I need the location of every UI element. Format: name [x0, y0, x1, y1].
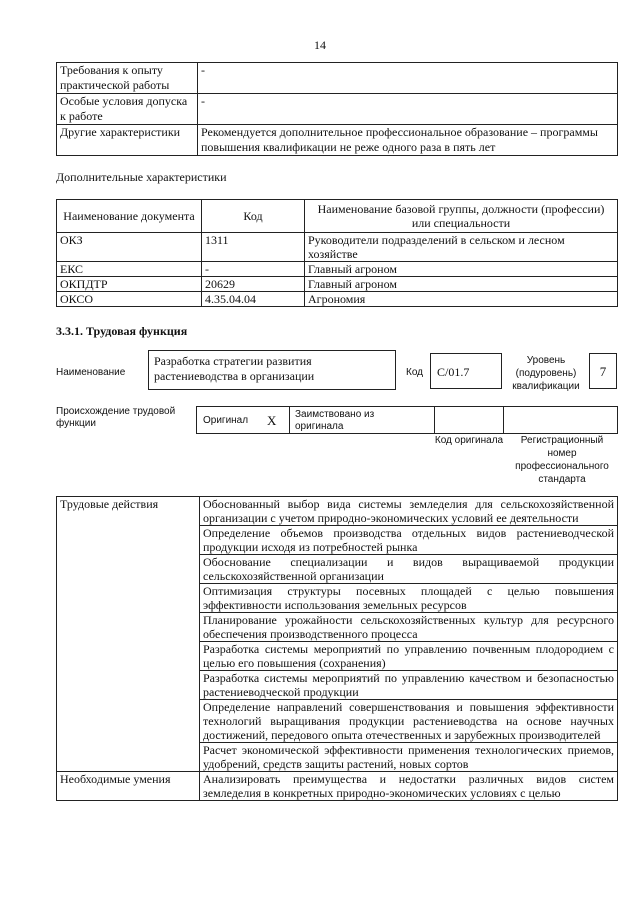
level-label: Уровень (подуровень) квалификации [512, 355, 580, 392]
reg-number-cell [503, 406, 618, 434]
cell: 4.35.04.04 [202, 292, 305, 307]
reg-number-caption: Регистрационный номер профессионального стандарта [515, 435, 609, 485]
row-value: - [198, 94, 618, 125]
header-doc: Наименование документа [57, 200, 202, 233]
header-group: Наименование базовой группы, должности (профессии) или специальности [305, 200, 618, 233]
original-mark: X [267, 413, 277, 428]
action-item: Разработка системы мероприятий по управлению качеством и безопасностью растениеводческой продукции [200, 671, 618, 700]
function-code: C/01.7 [430, 353, 502, 389]
cell: Главный агроном [305, 277, 618, 292]
function-title: 3.3.1. Трудовая функция [56, 324, 188, 338]
cell: - [202, 262, 305, 277]
actions-label: Трудовые действия [57, 497, 200, 772]
actions-table [56, 496, 618, 801]
origin-label: Происхождение трудовой функции [56, 406, 176, 429]
origin-code-cell [434, 406, 504, 434]
row-label: Требования к опыту практической работы [57, 63, 198, 94]
action-item: Планирование урожайности сельскохозяйственных культур для ресурсного обеспечения производственного процесса [200, 613, 618, 642]
original-cell [196, 406, 290, 434]
original-label: Оригинал [203, 415, 249, 426]
cell: ОКЗ [57, 233, 202, 262]
name-label: Наименование [56, 367, 126, 378]
row-label: Особые условия допуска к работе [57, 94, 198, 125]
table-row [57, 292, 618, 307]
code-original-caption: Код оригинала [434, 435, 504, 446]
cell: Руководители подразделений в сельском и лесном хозяйстве [305, 233, 618, 262]
cell: ОКПДТР [57, 277, 202, 292]
code-label: Код [406, 367, 424, 378]
action-item: Обоснованный выбор вида системы земледелия для сельскохозяйственной организации с учетом природно-экономических условий ее деятельности [200, 497, 618, 526]
page-number: 14 [314, 38, 326, 52]
cell: Агрономия [305, 292, 618, 307]
row-value: - [198, 63, 618, 94]
action-item: Определение направлений совершенствования и повышения эффективности технологий выращивания продукции растениеводства на основе научных достижений, передового опыта отечественных и зарубежных производителей [200, 700, 618, 743]
cell: 1311 [202, 233, 305, 262]
action-item: Определение объемов производства отдельных видов растениеводческой продукции исходя из потребностей рынка [200, 526, 618, 555]
table-row [57, 233, 618, 262]
borrowed-label: Заимствовано из оригинала [295, 409, 375, 432]
additional-title: Дополнительные характеристики [56, 170, 227, 184]
row-label: Другие характеристики [57, 125, 198, 156]
requirements-table [56, 62, 618, 156]
cell: Главный агроном [305, 262, 618, 277]
action-item: Оптимизация структуры посевных площадей с целью повышения эффективности использования земельных ресурсов [200, 584, 618, 613]
table-row [57, 94, 618, 125]
function-name: Разработка стратегии развития растениеводства в организации [148, 350, 396, 390]
level-value: 7 [589, 353, 617, 389]
cell: 20629 [202, 277, 305, 292]
table-header-row [57, 200, 618, 233]
table-row [57, 772, 618, 801]
table-row [57, 63, 618, 94]
additional-table [56, 199, 618, 307]
action-item: Расчет экономической эффективности применения технологических приемов, удобрений, средств защиты растений, новых сортов [200, 743, 618, 772]
action-item: Разработка системы мероприятий по управлению почвенным плодородием с целью его повышения (сохранения) [200, 642, 618, 671]
row-value: Рекомендуется дополнительное профессиональное образование – программы повышения квалификации не реже одного раза в пять лет [198, 125, 618, 156]
table-row [57, 262, 618, 277]
skills-label: Необходимые умения [57, 772, 200, 801]
table-row [57, 277, 618, 292]
table-row [57, 125, 618, 156]
action-item: Обоснование специализации и видов выращиваемой продукции сельскохозяйственной организации [200, 555, 618, 584]
skill-item: Анализировать преимущества и недостатки различных видов систем земледелия в конкретных природно-экономических условиях с целью [200, 772, 618, 801]
header-code: Код [202, 200, 305, 233]
table-row [57, 497, 618, 526]
cell: ЕКС [57, 262, 202, 277]
cell: ОКСО [57, 292, 202, 307]
borrowed-cell [289, 406, 435, 434]
